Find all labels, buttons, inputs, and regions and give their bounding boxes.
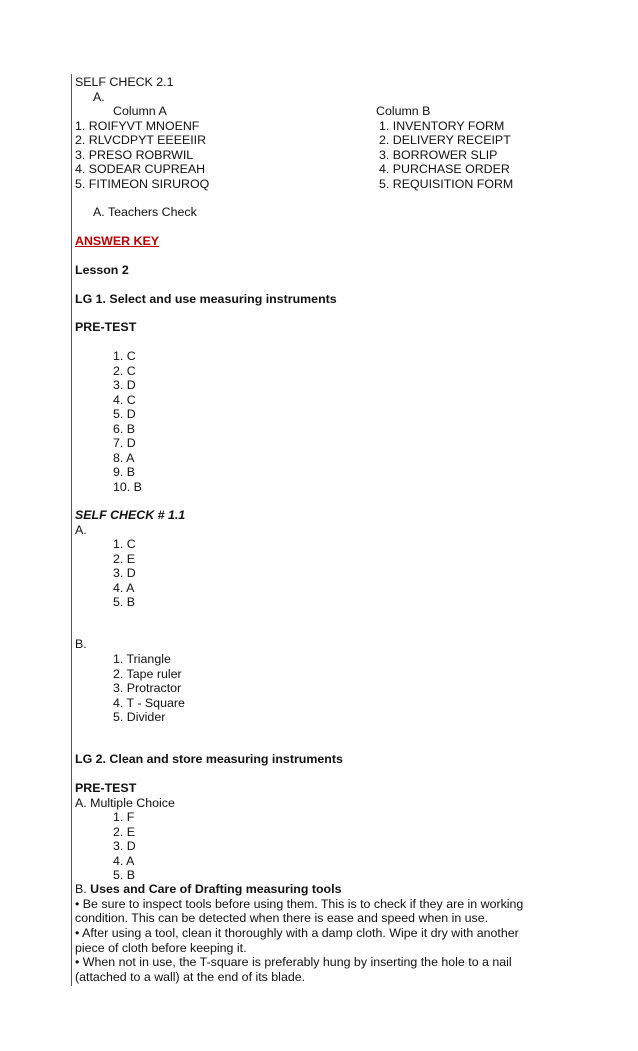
- part-b-prefix: B.: [75, 882, 91, 896]
- self-check-21-title: SELF CHECK 2.1: [75, 75, 174, 89]
- column-a-item: 3. PRESO ROBRWIL: [75, 147, 194, 162]
- pretest-answer: 1. C: [113, 349, 136, 363]
- pretest-answer: 8. A: [113, 450, 135, 465]
- self-check-21-part-a: A.: [93, 89, 105, 104]
- column-a-item: 5. FITIMEON SIRUROQ: [75, 176, 210, 191]
- pretest-answer: 3. D: [113, 378, 136, 392]
- multiple-choice-answer: 1. F: [113, 810, 135, 824]
- self-check-b-answer: 2. Tape ruler: [113, 666, 182, 681]
- column-b-item: 2. DELIVERY RECEIPT: [379, 133, 511, 147]
- pretest-answer: 4. C: [113, 392, 136, 407]
- self-check-b-answer: 5. Divider: [113, 710, 166, 724]
- column-a-item: 1. ROIFYVT MNOENF: [75, 118, 200, 133]
- column-a-item: 4. SODEAR CUPREAH: [75, 162, 206, 176]
- self-check-b-answer: 1. Triangle: [113, 652, 171, 666]
- column-b-item: 3. BORROWER SLIP: [379, 147, 498, 162]
- column-b-header: Column B: [376, 104, 431, 118]
- self-check-b-answer: 4. T - Square: [113, 695, 185, 710]
- column-a-item: 2. RLVCDPYT EEEEIIR: [75, 133, 207, 147]
- self-check-11-part-a: A.: [75, 522, 87, 537]
- self-check-a-answer: 4. A: [113, 580, 135, 595]
- care-bullet: • When not in use, the T-square is preferably hung by inserting the hole to a nail (attached to a wall) at the end of its blade.: [75, 955, 512, 984]
- pretest-answer: 6. B: [113, 421, 136, 436]
- multiple-choice-answer: 3. D: [113, 839, 136, 853]
- pretest-answer: 2. C: [113, 363, 136, 378]
- multiple-choice-answer: 2. E: [113, 824, 136, 839]
- multiple-choice-label: A. Multiple Choice: [75, 795, 175, 810]
- uses-and-care-title: Uses and Care of Drafting measuring tools: [90, 882, 342, 896]
- multiple-choice-answer: 5. B: [113, 868, 136, 882]
- self-check-11-heading: SELF CHECK # 1.1: [75, 508, 186, 522]
- self-check-a-answer: 1. C: [113, 537, 136, 551]
- column-a-header: Column A: [113, 104, 167, 118]
- pretest-answer: 7. D: [113, 436, 136, 450]
- pretest-answer: 9. B: [113, 465, 136, 479]
- lg2-pretest-heading: PRE-TEST: [75, 781, 137, 795]
- lg2-heading: LG 2. Clean and store measuring instruments: [75, 752, 343, 766]
- lg1-heading: LG 1. Select and use measuring instruments: [75, 292, 337, 306]
- multiple-choice-answer: 4. A: [113, 853, 135, 868]
- self-check-11-part-b: B.: [75, 637, 87, 651]
- self-check-a-answer: 2. E: [113, 551, 136, 566]
- column-b-item: 4. PURCHASE ORDER: [379, 162, 510, 176]
- uses-and-care-heading: [75, 882, 341, 897]
- column-b-item: 5. REQUISITION FORM: [379, 176, 514, 191]
- left-margin-rule: [71, 74, 72, 986]
- self-check-b-answer: 3. Protractor: [113, 681, 182, 695]
- lesson-heading: Lesson 2: [75, 263, 129, 277]
- pretest-answer: 5. D: [113, 407, 136, 421]
- care-bullet: • Be sure to inspect tools before using them. This is to check if they are in working condition. This can be detected when there is ease and speed when in use.: [75, 896, 524, 926]
- self-check-a-answer: 3. D: [113, 566, 136, 580]
- teachers-check: A. Teachers Check: [93, 205, 197, 219]
- lg1-pretest-heading: PRE-TEST: [75, 320, 137, 334]
- self-check-a-answer: 5. B: [113, 595, 136, 609]
- column-b-item: 1. INVENTORY FORM: [379, 118, 505, 133]
- care-bullet: • After using a tool, clean it thoroughly with a damp cloth. Wipe it dry with another piece of cloth before keeping it.: [75, 926, 519, 955]
- answer-key-heading: ANSWER KEY: [75, 234, 159, 248]
- pretest-answer: 10. B: [113, 479, 142, 494]
